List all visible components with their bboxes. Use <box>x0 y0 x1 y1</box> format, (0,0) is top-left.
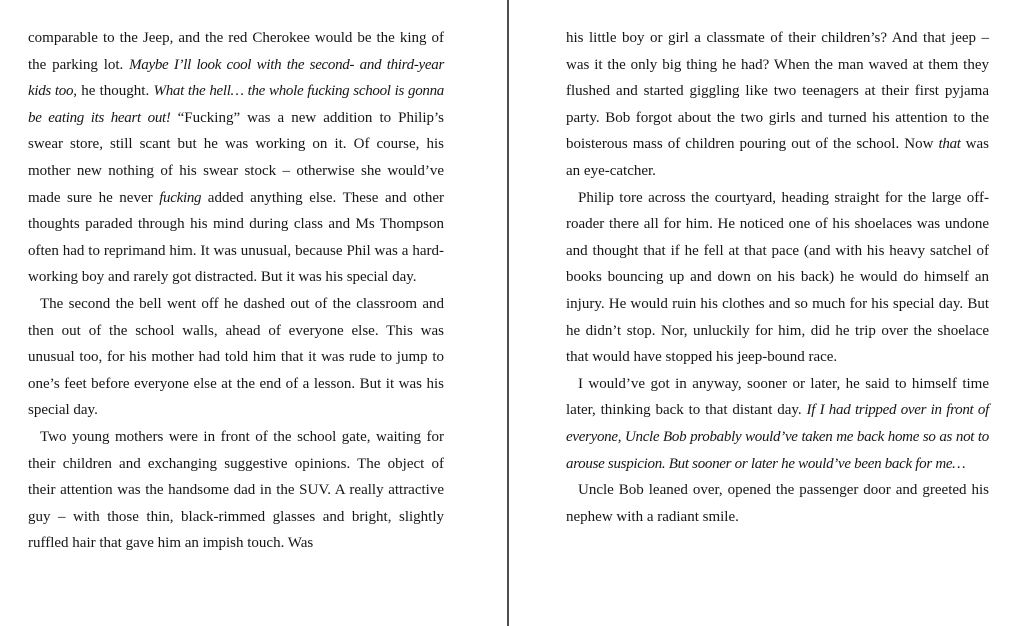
page-right[interactable] <box>509 0 1017 626</box>
paragraph <box>566 25 989 185</box>
text-run: comparable to the Jeep, and the red Cherokee would be the king of the parking lot. <box>28 30 444 73</box>
paragraph <box>28 424 444 557</box>
text-run: “Fucking” was a new addition to Philip’s swear store, still scant but he was working on it. Of course, his mother new nothing of his swear stock – otherwise she would’ve made sure he never <box>28 109 445 206</box>
text-run: The second the bell went off he dashed out of the classroom and then out of the school walls, ahead of everyone else. This was unusual too, for his mother had told him that it was rude to jump to one’s feet before everyone else at the end of a lesson. But it was his special day. <box>28 295 444 419</box>
text-run: added anything else. These and other thoughts paraded through his mind during class and Ms Thompson often had to reprimand him. It was unusual, because Phil was a hard-working boy and rarely got distracted. But it was his special day. <box>28 189 444 286</box>
italic-text-run: Maybe I’ll look cool with the second- and third-year kids too <box>28 56 445 100</box>
italic-text-run: that <box>938 136 961 153</box>
italic-text-run: If I had tripped over in front of everyone, Uncle Bob probably would’ve taken me back home so as not to arouse suspicion. But sooner or later he would’ve been back for me… <box>566 402 989 472</box>
italic-text-run: fucking <box>159 189 202 206</box>
italic-text-run: What the hell… the whole fucking school is gonna be eating its heart out! <box>28 83 444 126</box>
paragraph <box>28 25 444 291</box>
page-left-text <box>28 25 444 557</box>
paragraph <box>566 477 989 530</box>
page-left[interactable] <box>0 0 507 626</box>
paragraph <box>566 185 989 371</box>
text-run: I would’ve got in anyway, sooner or later, he said to himself time later, thinking back to that distant day. <box>566 375 989 419</box>
text-run: Uncle Bob leaned over, opened the passenger door and greeted his nephew with a radiant smile. <box>566 482 989 525</box>
page-right-text <box>566 25 989 530</box>
paragraph <box>28 291 444 424</box>
text-run: , he thought. <box>73 83 154 100</box>
text-run: was an eye-catcher. <box>566 136 990 179</box>
text-run: Philip tore across the courtyard, heading straight for the large off-roader there all for him. He noticed one of his shoelaces was undone and thought that if he fell at that pace (and with his heavy satchel of books bouncing up and down on his back) he would do himself an injury. He would ruin his clothes and so much for his special day. But he didn’t stop. Nor, unluckily for him, did he trip over the shoelace that would have stopped his jeep-bound race. <box>566 189 989 366</box>
text-run: his little boy or girl a classmate of their children’s? And that jeep – was it the only big thing he had? When the man waved at them they flushed and started giggling like two teenagers at their first pyjama party. Bob forgot about the two girls and turned his attention to the boisterous mass of children pouring out of the school. Now <box>566 30 989 153</box>
text-run: Two young mothers were in front of the school gate, waiting for their children and exchanging suggestive opinions. The object of their attention was the handsome dad in the SUV. A really attractive guy – with those thin, black-rimmed glasses and bright, slightly ruffled hair that gave him an impish touch. Was <box>28 428 444 552</box>
paragraph <box>566 371 989 477</box>
